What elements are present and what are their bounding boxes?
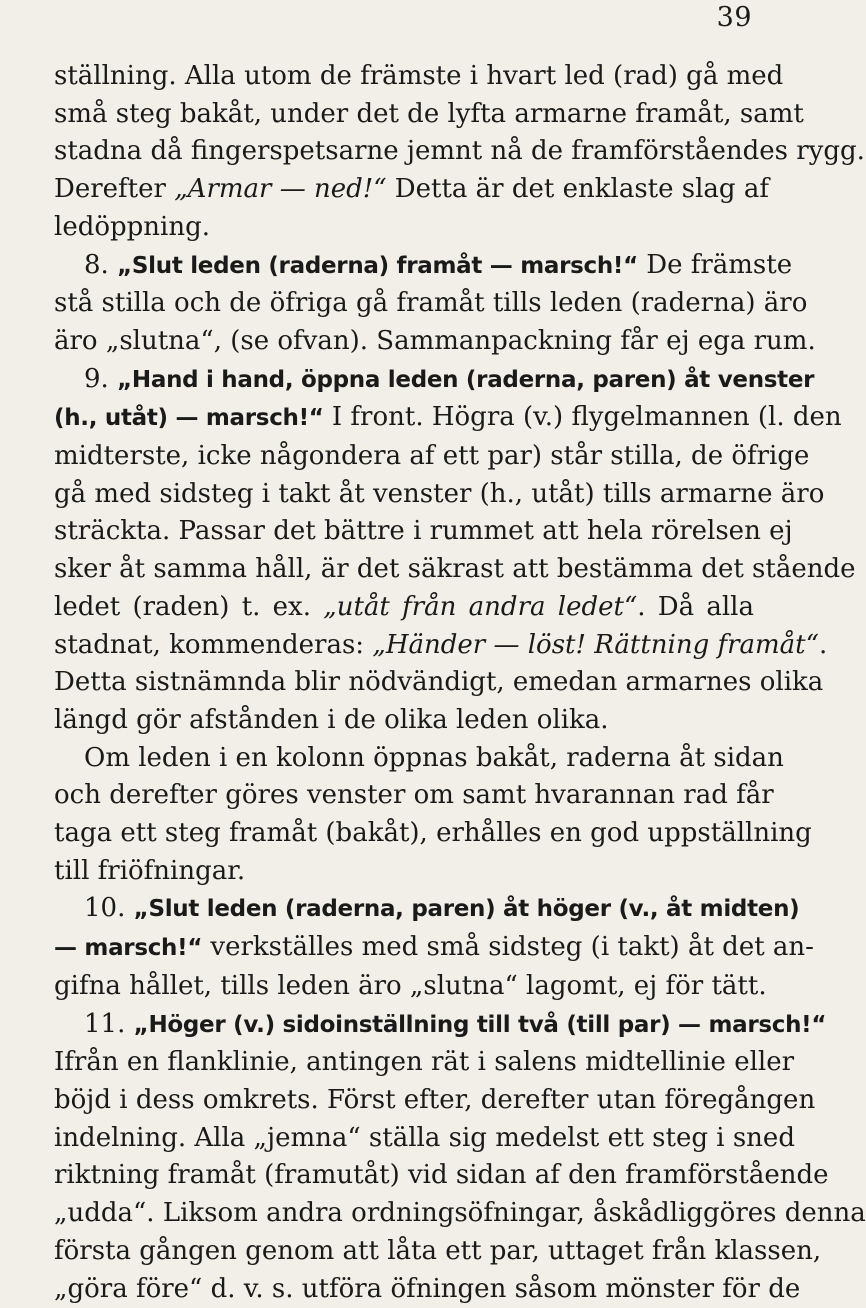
text-line: indelning. Alla „jemna“ ställa sig medelst ett steg i sned — [54, 1120, 754, 1158]
command-italic: „utåt från andra ledet“ — [323, 592, 637, 622]
text-line: midterste, icke någondera af ett par) står stilla, de öfrige — [54, 438, 754, 476]
body-text — [54, 58, 754, 1308]
command-italic: „Armar — ned!“ — [174, 174, 386, 204]
command-bold: „Hand i hand, öppna leden (raderna, paren) åt venster — [117, 367, 814, 393]
command-bold: „Slut leden (raderna) framåt — marsch!“ — [117, 253, 638, 279]
text-line: „göra före“ d. v. s. utföra öfningen såsom mönster för de — [54, 1271, 754, 1308]
text-line: gifna hållet, tills leden äro „slutna“ lagomt, ej för tätt. — [54, 968, 754, 1006]
text-line: — marsch!“ verkställes med små sidsteg (i takt) åt det an- — [54, 929, 754, 968]
command-bold: „Höger (v.) sidoinställning till två (till par) — marsch!“ — [134, 1012, 827, 1038]
text-line: Ifrån en flanklinie, antingen rät i salens midtellinie eller — [54, 1044, 754, 1082]
command-bold: (h., utåt) — marsch!“ — [54, 405, 324, 431]
text-line: första gången genom att låta ett par, uttaget från klassen, — [54, 1233, 754, 1271]
text-line: taga ett steg framåt (bakåt), erhålles en god uppställning — [54, 815, 754, 853]
text-line: stadnat, kommenderas: „Händer — löst! Rättning framåt“. — [54, 627, 754, 665]
text-line: Detta sistnämnda blir nödvändigt, emedan armarnes olika — [54, 664, 754, 702]
text-line: sträckta. Passar det bättre i rummet att hela rörelsen ej — [54, 513, 754, 551]
text-line: stå stilla och de öfriga gå framåt tills leden (raderna) äro — [54, 285, 754, 323]
text-line: 10. „Slut leden (raderna, paren) åt höger (v., åt midten) — [54, 890, 754, 929]
text-line: (h., utåt) — marsch!“ I front. Högra (v.) flygelmannen (l. den — [54, 399, 754, 438]
text-line: 9. „Hand i hand, öppna leden (raderna, paren) åt venster — [54, 361, 754, 400]
command-italic: „Händer — löst! Rättning framåt“ — [372, 630, 819, 660]
text-line: stadna då fingerspetsarne jemnt nå de framförståendes rygg. — [54, 133, 754, 171]
text-line: gå med sidsteg i takt åt venster (h., utåt) tills armarne äro — [54, 476, 754, 514]
text-line: sker åt samma håll, är det säkrast att bestämma det stående — [54, 551, 754, 589]
command-bold: „Slut leden (raderna, paren) åt höger (v., åt midten) — [134, 896, 800, 922]
text-line: böjd i dess omkrets. Först efter, derefter utan föregången — [54, 1082, 754, 1120]
text-line: Om leden i en kolonn öppnas bakåt, raderna åt sidan — [54, 740, 754, 778]
text-line: längd gör afstånden i de olika leden olika. — [54, 702, 754, 740]
text-line: äro „slutna“, (se ofvan). Sammanpackning får ej ega rum. — [54, 323, 754, 361]
text-line: små steg bakåt, under det de lyfta armarne framåt, samt — [54, 96, 754, 134]
text-line: och derefter göres venster om samt hvarannan rad får — [54, 777, 754, 815]
command-bold: — marsch!“ — [54, 935, 202, 961]
text-line: „udda“. Liksom andra ordningsöfningar, åskådliggöres denna — [54, 1195, 754, 1233]
text-line: till friöfningar. — [54, 853, 754, 891]
text-line: ställning. Alla utom de främste i hvart led (rad) gå med — [54, 58, 754, 96]
text-line: riktning framåt (framutåt) vid sidan af den framförstående — [54, 1157, 754, 1195]
page-number: 39 — [717, 2, 752, 33]
text-line: 8. „Slut leden (raderna) framåt — marsch!“ De främste — [54, 247, 754, 286]
text-line: ledet (raden) t. ex. „utåt från andra ledet“. Då alla — [54, 589, 754, 627]
text-line: 11. „Höger (v.) sidoinställning till två (till par) — marsch!“ — [54, 1006, 754, 1045]
text-line: Derefter „Armar — ned!“ Detta är det enklaste slag af — [54, 171, 754, 209]
text-line: ledöppning. — [54, 209, 754, 247]
